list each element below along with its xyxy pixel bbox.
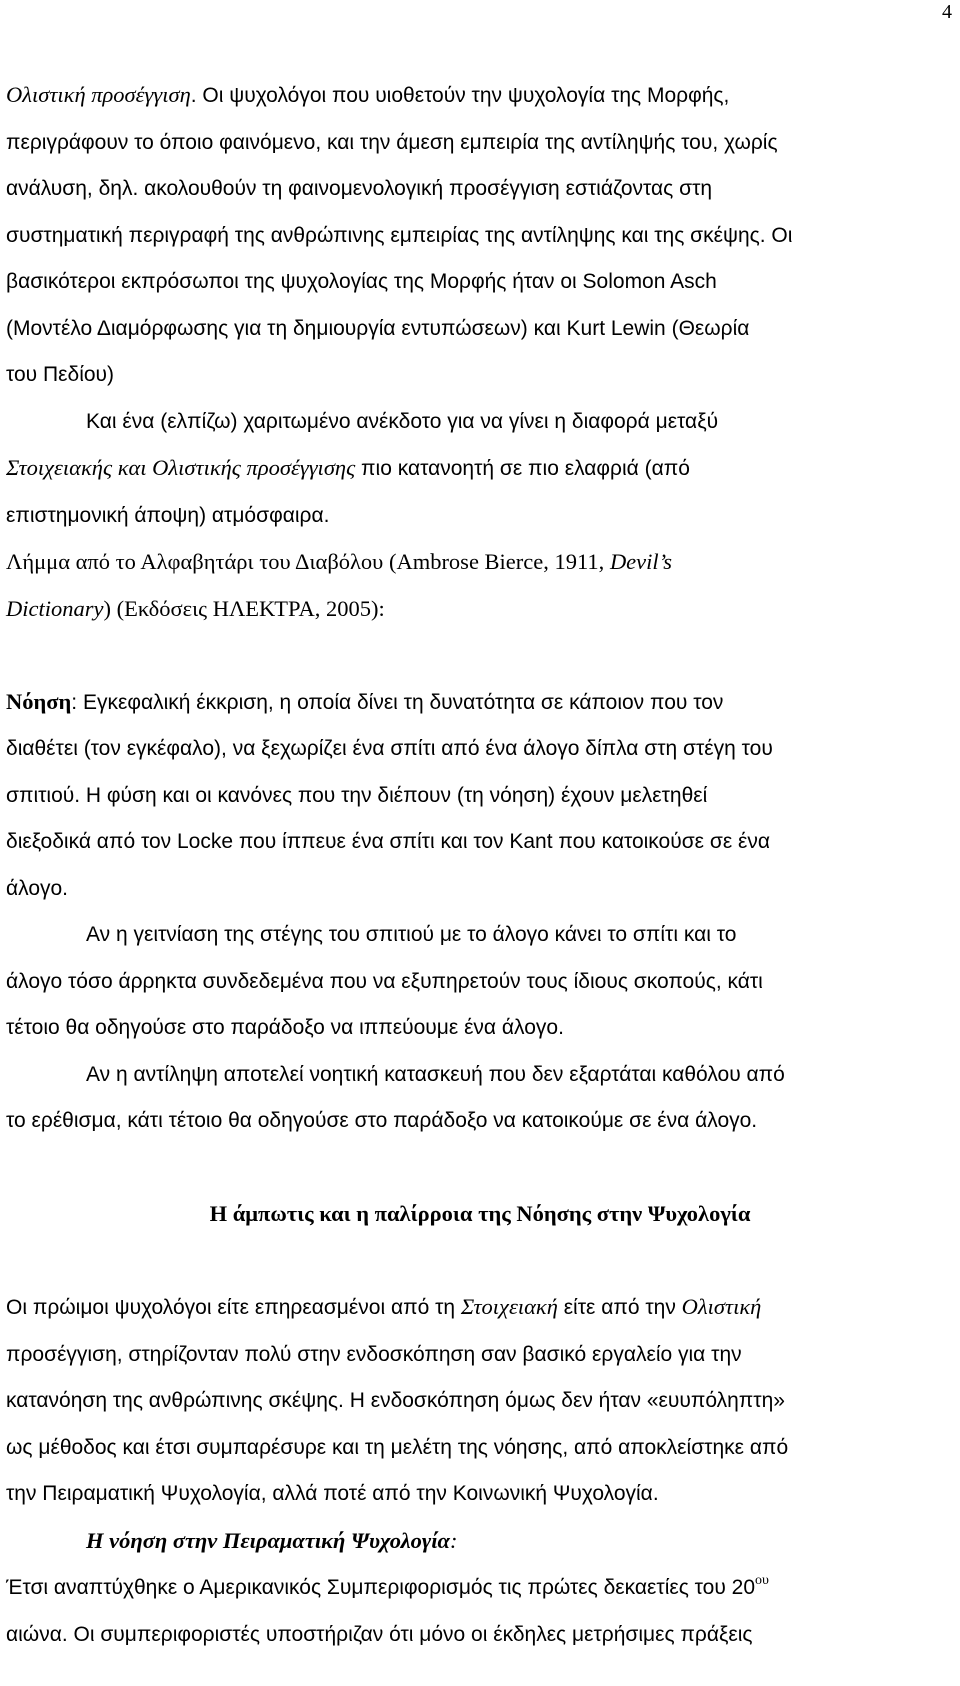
text-line [6, 679, 954, 727]
spacer [6, 1238, 954, 1285]
text-line [6, 72, 954, 120]
text-line: άλογο. [6, 876, 69, 900]
text-line: Αν η αντίληψη αποτελεί νοητική κατασκευή που δεν εξαρτάται καθόλου από [86, 1062, 785, 1086]
subsection-heading [6, 1518, 954, 1565]
text-line [6, 1564, 954, 1612]
text-line: το ερέθισμα, κάτι τέτοιο θα οδηγούσε στο παράδοξο να κατοικούμε σε ένα άλογο. [6, 1109, 758, 1132]
paragraph-holistic-approach [6, 72, 954, 399]
text-line: περιγράφουν το όποιο φαινόμενο, και την άμεση εμπειρία της αντίληψής του, χωρίς [6, 130, 778, 154]
text-line: αιώνα. Οι συμπεριφοριστές υποστήριζαν ότι μόνο οι έκδηλες μετρήσιμες πράξεις [6, 1622, 753, 1646]
paragraph-paradox-1 [6, 912, 954, 1052]
text-line: Αν η γειτνίαση της στέγης του σπιτιού με το άλογο κάνει το σπίτι και το [86, 923, 737, 946]
paragraph-lemma-source [6, 539, 954, 632]
text-span: . Οι ψυχολόγοι που υιοθετούν την ψυχολογία της Μορφής, [190, 84, 730, 107]
text-line [6, 1284, 954, 1332]
text-line: (Μοντέλο Διαμόρφωσης για τη δημιουργία εντυπώσεων) και Kurt Lewin (Θεωρία [6, 316, 750, 340]
text-line [6, 445, 954, 493]
text-line: προσέγγιση, στηρίζονταν πολύ στην ενδοσκόπηση σαν βασικό εργαλείο για την [6, 1342, 742, 1366]
text-line: κατανόηση της ανθρώπινης σκέψης. Η ενδοσκόπηση όμως δεν ήταν «ευυπόληπτη» [6, 1389, 785, 1412]
text-span: είτε από την [557, 1296, 682, 1319]
text-line: Και ένα (ελπίζω) χαριτωμένο ανέκδοτο για να γίνει η διαφορά μεταξύ [86, 409, 719, 433]
text-line: βασικότεροι εκπρόσωποι της ψυχολογίας της Μορφής ήταν οι Solomon Asch [6, 270, 717, 293]
text-line: του Πεδίου) [6, 363, 115, 386]
text-span: πιο κατανοητή σε πιο ελαφριά (από [355, 457, 690, 480]
spacer [6, 632, 954, 679]
spacer [6, 1145, 954, 1192]
text-line: την Πειραματική Ψυχολογία, αλλά ποτέ από την Κοινωνική Ψυχολογία. [6, 1482, 659, 1505]
superscript: ου [755, 1573, 769, 1588]
paragraph-definition [6, 679, 954, 913]
paragraph-paradox-2 [6, 1052, 954, 1145]
text-line: τέτοιο θα οδηγούσε στο παράδοξο να ιππεύουμε ένα άλογο. [6, 1016, 564, 1039]
italic-span: Στοιχειακή [460, 1294, 558, 1319]
text-span: Έτσι αναπτύχθηκε ο Αμερικανικός Συμπεριφορισμός τις πρώτες δεκαετίες του 20 [6, 1576, 756, 1599]
section-heading: Η άμπωτις και η παλίρροια της Νόησης στην Ψυχολογία [209, 1201, 751, 1226]
italic-span: Ολιστική [681, 1294, 762, 1319]
term-cognition: Νόηση [6, 688, 72, 714]
text-line [6, 539, 954, 586]
text-line: διεξοδικά από τον Locke που ίππευε ένα σπίτι και τον Kant που κατοικούσε σε ένα [6, 830, 771, 853]
text-line: άλογο τόσο άρρηκτα συνδεδεμένα που να εξυπηρετούν τους ίδιους σκοπούς, κάτι [6, 969, 763, 993]
text-line [6, 586, 954, 633]
text-line: ως μέθοδος και έτσι συμπαρέσυρε και τη μελέτη της νόησης, από αποκλείστηκε από [6, 1435, 789, 1459]
text-line: επιστημονική άποψη) ατμόσφαιρα. [6, 503, 330, 527]
term-holistic: Ολιστική προσέγγιση [6, 82, 191, 107]
text-line: συστηματική περιγραφή της ανθρώπινης εμπειρίας της αντίληψης και της σκέψης. Οι [6, 223, 793, 247]
text-span: : Εγκεφαλική έκκριση, η οποία δίνει τη δυνατότητα σε κάποιον που τον [71, 690, 724, 714]
italic-span: Dictionary [6, 595, 104, 621]
text-line: ανάλυση, δηλ. ακολουθούν τη φαινομενολογική προσέγγιση εστιάζοντας στη [6, 177, 713, 200]
subheading-text: Η νόηση στην Πειραματική Ψυχολογία [86, 1527, 450, 1553]
text-span: Λήμμα από το Αλφαβητάρι του Διαβόλου (Ambrose Bierce, 1911, [6, 549, 610, 574]
page-number: 4 [942, 1, 952, 23]
paragraph-anecdote-intro [6, 399, 954, 540]
italic-span: Στοιχειακής και Ολιστικής προσέγγισης [6, 455, 356, 480]
paragraph-behaviorism [6, 1564, 954, 1658]
text-line: σπιτιού. Η φύση και οι κανόνες που την διέπουν (τη νόηση) έχουν μελετηθεί [6, 783, 708, 807]
italic-span: Devil’s [609, 549, 673, 574]
document-body [6, 72, 954, 1658]
paragraph-introspection [6, 1284, 954, 1518]
text-line: διαθέτει (τον εγκέφαλο), να ξεχωρίζει ένα σπίτι από ένα άλογο δίπλα στη στέγη του [6, 737, 773, 760]
text-span: ) (Εκδόσεις ΗΛΕΚΤΡΑ, 2005): [103, 595, 385, 621]
subheading-colon: : [449, 1527, 458, 1553]
text-span: Οι πρώιμοι ψυχολόγοι είτε επηρεασμένοι από τη [6, 1296, 461, 1319]
